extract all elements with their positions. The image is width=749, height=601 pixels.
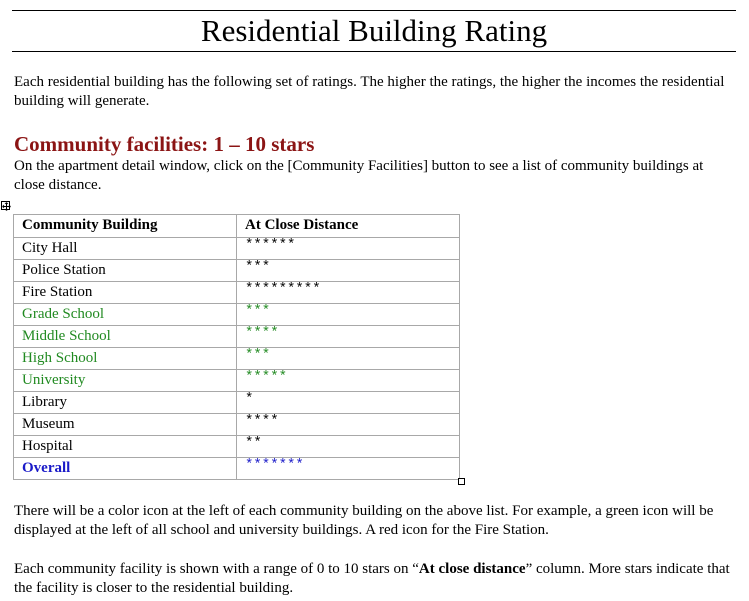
star-rating-cell: **** bbox=[237, 414, 460, 436]
table-body bbox=[14, 238, 460, 480]
section-description: On the apartment detail window, click on the [Community Facilities] button to see a list of community buildings at close distance. bbox=[14, 158, 704, 193]
table-row bbox=[14, 370, 460, 392]
building-name-cell: High School bbox=[14, 348, 237, 370]
star-rating-cell: **** bbox=[237, 326, 460, 348]
building-name-cell: City Hall bbox=[14, 238, 237, 260]
building-name-cell: Library bbox=[14, 392, 237, 414]
table-header-row bbox=[14, 215, 460, 238]
building-name-cell: Grade School bbox=[14, 304, 237, 326]
section-heading: Community facilities: 1 – 10 stars bbox=[14, 132, 315, 156]
star-rating-cell: ******* bbox=[237, 458, 460, 480]
table-row bbox=[14, 304, 460, 326]
header-community-building: Community Building bbox=[14, 215, 237, 238]
star-rating-cell: ****** bbox=[237, 238, 460, 260]
page-title: Residential Building Rating bbox=[200, 13, 548, 48]
star-rating-cell: *** bbox=[237, 304, 460, 326]
stars-note-text-after: ” column. More stars indicate that the facility is closer to the residential building. bbox=[14, 561, 730, 596]
table-row bbox=[14, 260, 460, 282]
building-name-cell: Museum bbox=[14, 414, 237, 436]
star-rating-cell: ***** bbox=[237, 370, 460, 392]
building-name-cell: Middle School bbox=[14, 326, 237, 348]
building-name-cell: Fire Station bbox=[14, 282, 237, 304]
star-rating-cell: * bbox=[237, 392, 460, 414]
building-name-cell: Hospital bbox=[14, 436, 237, 458]
star-rating-cell: *** bbox=[237, 260, 460, 282]
four-arrow-move-icon[interactable] bbox=[1, 201, 10, 210]
star-rating-cell: ** bbox=[237, 436, 460, 458]
table-row bbox=[14, 392, 460, 414]
star-rating-cell: ********* bbox=[237, 282, 460, 304]
intro-paragraph: Each residential building has the following set of ratings. The higher the ratings, the higher the incomes the residential building will generate. bbox=[14, 74, 725, 109]
table-row bbox=[14, 348, 460, 370]
title-top-rule bbox=[12, 10, 736, 11]
star-rating-cell: *** bbox=[237, 348, 460, 370]
stars-note-column-name: At close distance bbox=[418, 561, 526, 577]
table-row bbox=[14, 282, 460, 304]
table-row bbox=[14, 436, 460, 458]
community-facilities-table bbox=[13, 214, 460, 480]
table-row bbox=[14, 238, 460, 260]
building-name-cell: Overall bbox=[14, 458, 237, 480]
table-row bbox=[14, 326, 460, 348]
header-at-close-distance: At Close Distance bbox=[237, 215, 460, 238]
icon-note-paragraph: There will be a color icon at the left of each community building on the above list. For example, a green icon will be displayed at the left of all school and university buildings. A red icon for the Fire Station. bbox=[14, 503, 714, 538]
table-row bbox=[14, 414, 460, 436]
stars-note-paragraph bbox=[14, 560, 736, 598]
resize-square-icon[interactable] bbox=[458, 478, 465, 485]
table-row bbox=[14, 458, 460, 480]
building-name-cell: Police Station bbox=[14, 260, 237, 282]
title-bottom-rule bbox=[12, 51, 736, 52]
stars-note-text-before: Each community facility is shown with a range of 0 to 10 stars on “ bbox=[14, 561, 419, 577]
building-name-cell: University bbox=[14, 370, 237, 392]
